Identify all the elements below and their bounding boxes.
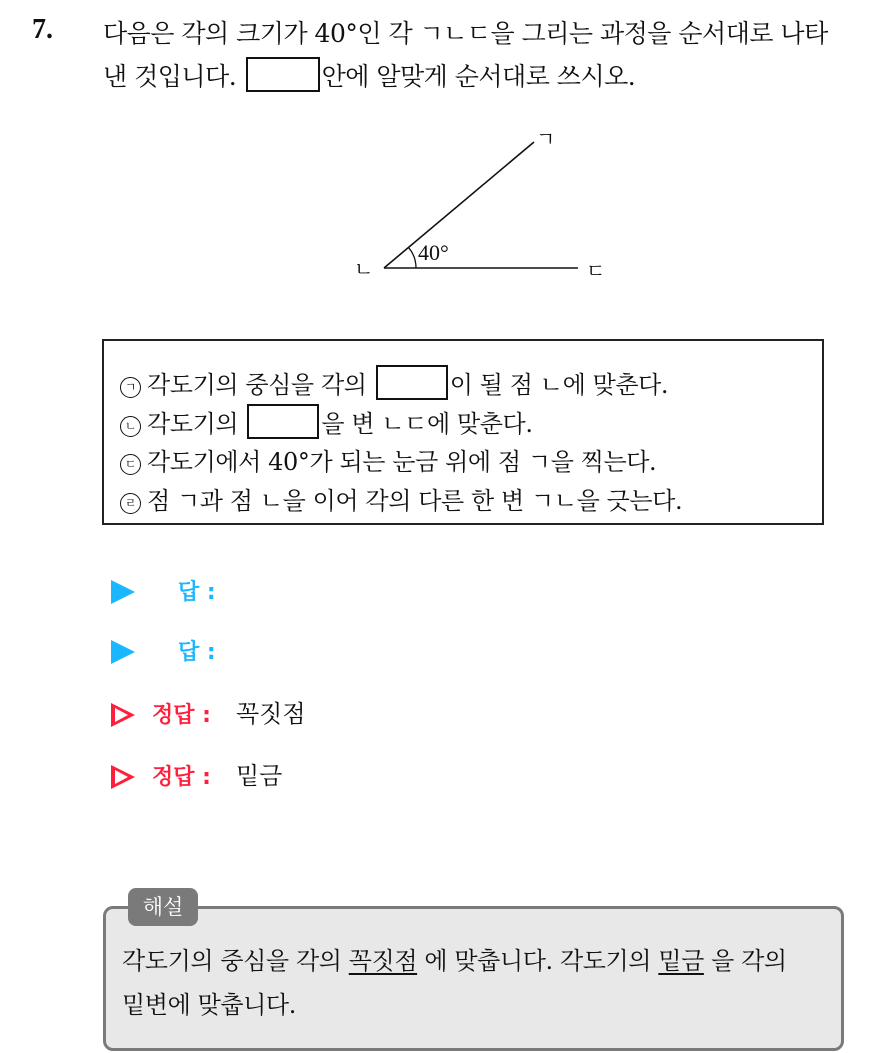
- step-blank-box: [376, 365, 448, 400]
- explanation-term: 밑금: [658, 947, 704, 975]
- step-text: 이 될 점 ㄴ에 맞춘다.: [449, 371, 669, 399]
- answer-row-2: [111, 636, 216, 670]
- question-text: [103, 12, 873, 98]
- step-2: [120, 404, 822, 443]
- step-marker: ㄹ: [120, 493, 141, 514]
- angle-label: 40°: [418, 240, 449, 265]
- answer-row-1: [111, 576, 216, 610]
- step-blank-box: [247, 404, 319, 439]
- step-text: 각도기의 중심을 각의: [147, 371, 367, 399]
- correct-answer-row-1: [111, 697, 306, 731]
- question-line-2-before: 낸 것입니다.: [103, 62, 237, 91]
- correct-answer-value: 밑금: [235, 762, 283, 790]
- step-text: 각도기의: [147, 410, 239, 438]
- vertex-label-right: ㄷ: [586, 259, 606, 283]
- step-text: 을 변 ㄴㄷ에 맞춘다.: [321, 410, 533, 438]
- question-line-2: [103, 55, 873, 98]
- explanation-box: [103, 906, 844, 1051]
- explanation-text: 각도기의 중심을 각의: [122, 947, 349, 975]
- step-text: 점 ㄱ과 점 ㄴ을 이어 각의 다른 한 변 ㄱㄴ을 긋는다.: [147, 487, 683, 515]
- step-marker: ㄷ: [120, 454, 141, 475]
- correct-answer-value: 꼭짓점: [235, 700, 306, 728]
- question-line-2-after: 안에 알맞게 순서대로 쓰시오.: [321, 62, 636, 91]
- step-text: 각도기에서 40°가 되는 눈금 위에 점 ㄱ을 찍는다.: [147, 448, 657, 476]
- explanation-line-2: 밑변에 맞춥니다.: [122, 991, 296, 1019]
- outline-triangle-icon: [111, 765, 135, 789]
- step-1: [120, 365, 822, 404]
- correct-label: 정답 :: [152, 703, 211, 728]
- vertex-label-left: ㄴ: [354, 257, 374, 281]
- step-4: [120, 482, 822, 521]
- ray-top: [384, 142, 534, 268]
- answer-label: 답 :: [178, 580, 216, 605]
- question-number: 7.: [32, 14, 53, 45]
- step-marker: ㄱ: [120, 377, 141, 398]
- steps-box: [102, 339, 824, 525]
- answer-label: 답 :: [178, 640, 216, 665]
- correct-label: 정답 :: [152, 765, 211, 790]
- outline-triangle-icon: [111, 703, 135, 727]
- step-3: [120, 443, 822, 482]
- angle-diagram: [340, 120, 630, 290]
- answer-blank-box: [246, 57, 320, 92]
- explanation-line-1: [122, 939, 827, 983]
- explanation-text: 에 맞춥니다. 각도기의: [417, 947, 659, 975]
- explanation-text: 을 각의: [703, 947, 787, 975]
- angle-figure: [340, 120, 630, 290]
- angle-arc: [409, 247, 417, 268]
- step-marker: ㄴ: [120, 416, 141, 437]
- play-triangle-icon: [111, 640, 135, 664]
- explanation-term: 꼭짓점: [348, 947, 418, 975]
- explanation-tab: 해설: [128, 888, 198, 926]
- correct-answer-row-2: [111, 759, 282, 793]
- play-triangle-icon: [111, 580, 135, 604]
- vertex-label-top: ㄱ: [536, 127, 556, 151]
- question-line-1: 다음은 각의 크기가 40°인 각 ㄱㄴㄷ을 그리는 과정을 순서대로 나타: [103, 19, 828, 48]
